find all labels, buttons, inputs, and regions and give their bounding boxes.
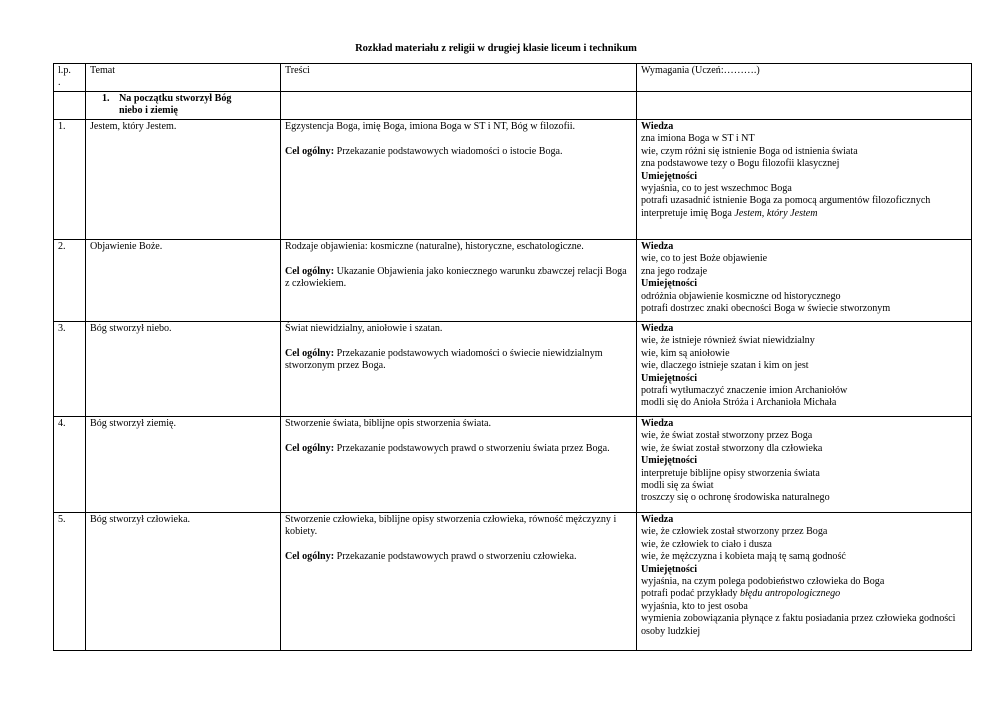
row-wymagania: Wiedza wie, co to jest Boże objawienie zna jego rodzaje Umiejętności odróżnia objawienie kosmiczne od historycznego potrafi dostrzec znaki obecności Boga w świecie stworzonym [637, 240, 972, 322]
row-tresci: Stworzenie człowieka, biblijne opisy stworzenia człowieka, równość mężczyzny i kobiety. Cel ogólny: Przekazanie podstawowych prawd o stworzeniu człowieka. [281, 513, 637, 651]
section-row [54, 92, 972, 120]
row-wymagania: Wiedza zna imiona Boga w ST i NT wie, czym różni się istnienie Boga od istnienia świata zna podstawowe tezy o Bogu filozofii klasycznej Umiejętności wyjaśnia, co to jest wszechmoc Boga potrafi uzasadnić istnienie Boga za pomocą argumentów filozoficznych interpretuje imię Boga Jestem, który Jestem [637, 120, 972, 240]
row-lp: 1. [54, 120, 86, 240]
row-tresci: Świat niewidzialny, aniołowie i szatan. Cel ogólny: Przekazanie podstawowych wiadomości o świecie niewidzialnym stworzonym przez Boga. [281, 322, 637, 417]
header-wymagania: Wymagania (Uczeń:……….) [637, 64, 972, 92]
row-temat: Bóg stworzył ziemię. [86, 417, 281, 513]
header-temat: Temat [86, 64, 281, 92]
table-header-row [54, 64, 972, 92]
row-temat: Objawienie Boże. [86, 240, 281, 322]
row-lp: 3. [54, 322, 86, 417]
table-row [54, 513, 972, 651]
row-wymagania: Wiedza wie, że człowiek został stworzony przez Boga wie, że człowiek to ciało i dusza wie, że mężczyzna i kobieta mają tę samą godność Umiejętności wyjaśnia, na czym polega podobieństwo człowieka do Boga potrafi podać przykłady błędu antropologicznego wyjaśnia, kto to jest osoba wymienia zobowiązania płynące z faktu posiadania przez człowieka godności osoby ludzkiej [637, 513, 972, 651]
table-row [54, 120, 972, 240]
row-tresci: Egzystencja Boga, imię Boga, imiona Boga w ST i NT, Bóg w filozofii. Cel ogólny: Przekazanie podstawowych wiadomości o istocie Boga. [281, 120, 637, 240]
section-title: 1. Na początku stworzył Bóg niebo i ziemię [86, 92, 281, 120]
row-temat: Bóg stworzył człowieka. [86, 513, 281, 651]
curriculum-table [53, 63, 972, 651]
row-lp: 4. [54, 417, 86, 513]
row-lp: 2. [54, 240, 86, 322]
header-lp: l.p. . [54, 64, 86, 92]
row-temat: Bóg stworzył niebo. [86, 322, 281, 417]
table-row [54, 322, 972, 417]
row-wymagania: Wiedza wie, że świat został stworzony przez Boga wie, że świat został stworzony dla człowieka Umiejętności interpretuje biblijne opisy stworzenia świata modli się za świat troszczy się o ochronę środowiska naturalnego [637, 417, 972, 513]
row-lp: 5. [54, 513, 86, 651]
row-tresci: Stworzenie świata, biblijne opis stworzenia świata. Cel ogólny: Przekazanie podstawowych prawd o stworzeniu świata przez Boga. [281, 417, 637, 513]
document-title: Rozkład materiału z religii w drugiej klasie liceum i technikum [355, 43, 637, 54]
row-tresci: Rodzaje objawienia: kosmiczne (naturalne), historyczne, eschatologiczne. Cel ogólny: Ukazanie Objawienia jako koniecznego warunku zbawczej relacji Boga z człowiekiem. [281, 240, 637, 322]
row-temat: Jestem, który Jestem. [86, 120, 281, 240]
table-row [54, 240, 972, 322]
row-wymagania: Wiedza wie, że istnieje również świat niewidzialny wie, kim są aniołowie wie, dlaczego istnieje szatan i kim on jest Umiejętności potrafi wytłumaczyć znaczenie imion Archaniołów modli się do Anioła Stróża i Archanioła Michała [637, 322, 972, 417]
header-tresci: Treści [281, 64, 637, 92]
table-row [54, 417, 972, 513]
